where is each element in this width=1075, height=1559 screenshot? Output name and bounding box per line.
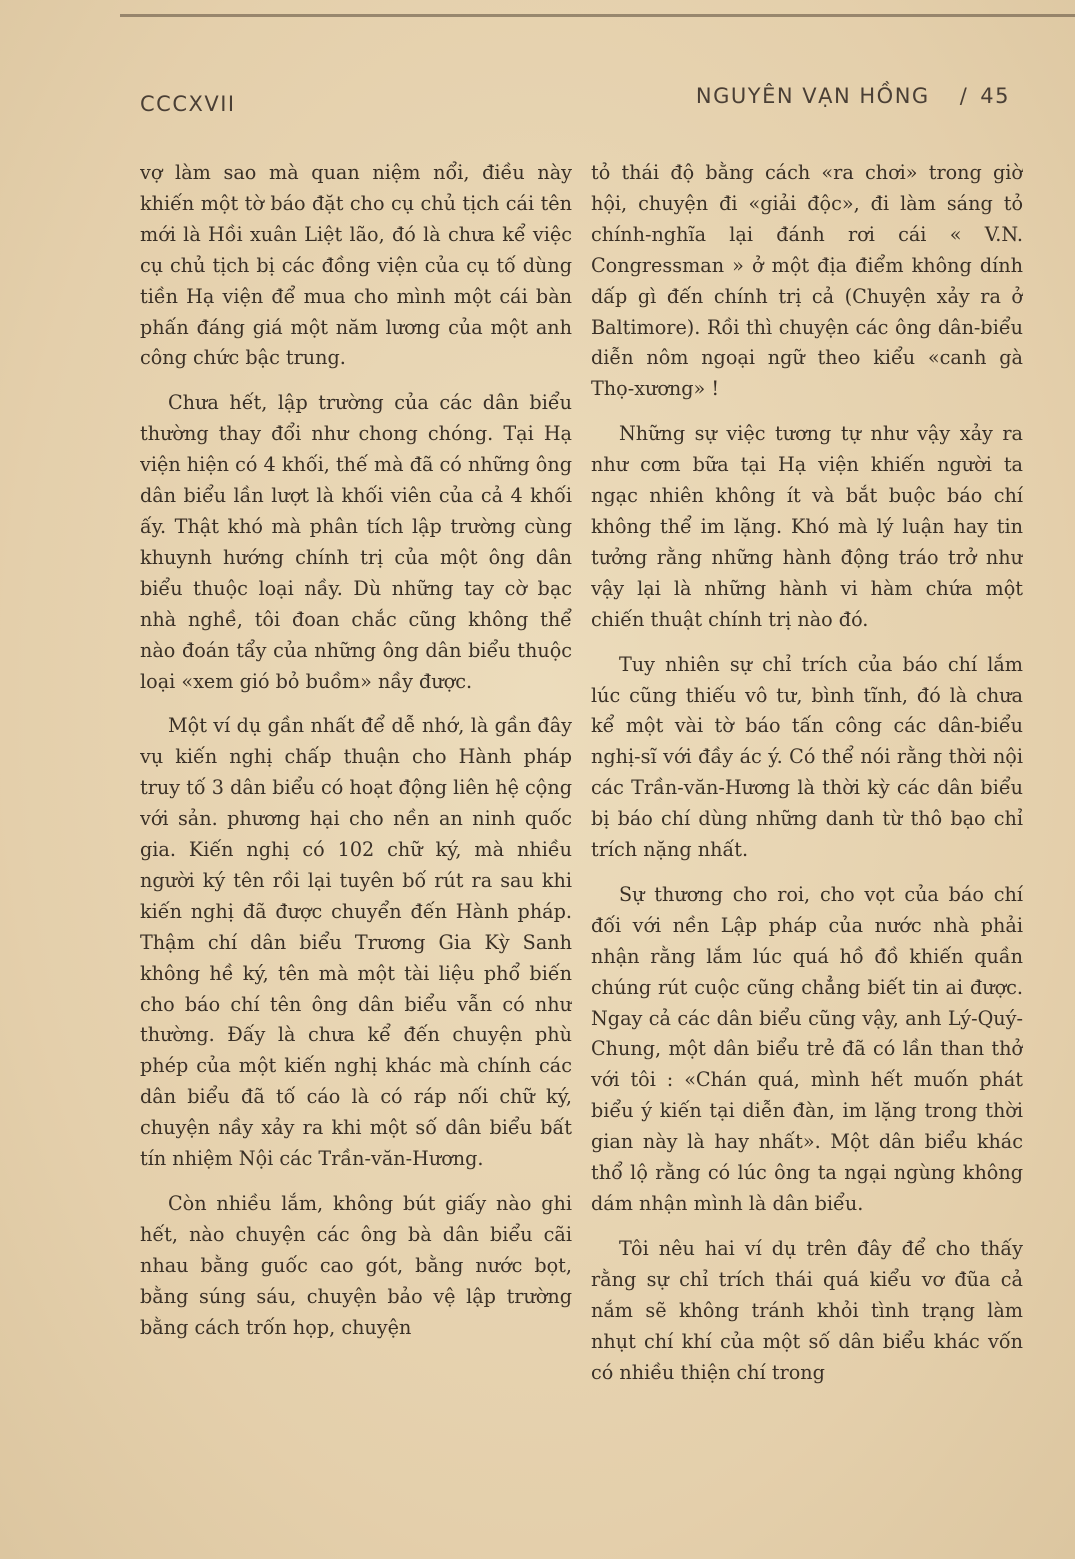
top-rule [120, 14, 1075, 17]
page-header [140, 84, 1010, 120]
right-column [591, 158, 1023, 1498]
running-head [696, 84, 1010, 108]
paragraph: Chưa hết, lập trường của các dân biểu thường thay đổi như chong chóng. Tại Hạ viện hiện có 4 khối, thế mà đã có những ông dân biểu lần lượt là khối viên của cả 4 khối ấy. Thật khó mà phân tích lập trường cùng khuynh hướng chính trị của một ông dân biểu thuộc loại nầy. Dù những tay cờ bạc nhà nghề, tôi đoan chắc cũng không thể nào đoán tẩy của những ông dân biểu thuộc loại «xem gió bỏ buồm» nầy được. [140, 391, 572, 693]
paragraph: tỏ thái độ bằng cách «ra chơi» trong giờ hội, chuyện đi «giải độc», đi làm sáng tỏ chính-nghĩa lại đánh rơi cái « V.N. Congressman » ở một địa điểm không dính dấp gì đến chính trị cả (Chuyện xảy ra ở Baltimore). Rồi thì chuyện các ông dân-biểu diễn nôm ngoại ngữ theo kiểu «canh gà Thọ-xương» ! [591, 161, 1023, 401]
section-number: CCCXVII [140, 92, 236, 116]
page-number: 45 [980, 84, 1010, 108]
paragraph: Còn nhiều lắm, không bút giấy nào ghi hết, nào chuyện các ông bà dân biểu cãi nhau bằng guốc cao gót, bằng nước bọt, bằng súng sáu, chuyện bảo vệ lập trường bằng cách trốn họp, chuyện [140, 1192, 572, 1339]
paragraph: vợ làm sao mà quan niệm nổi, điều này khiến một tờ báo đặt cho cụ chủ tịch cái tên mới là Hồi xuân Liệt lão, đó là chưa kể việc cụ chủ tịch bị các đồng viện của cụ tố dùng tiền Hạ viện để mua cho mình một cái bàn phấn đáng giá một năm lương của một anh công chức bậc trung. [140, 161, 572, 370]
paragraph: Tôi nêu hai ví dụ trên đây để cho thấy rằng sự chỉ trích thái quá kiểu vơ đũa cả nắm sẽ không tránh khỏi tình trạng làm nhụt chí khí của một số dân biểu khác vốn có nhiều thiện chí trong [591, 1236, 1023, 1384]
author-name: NGUYÊN VẠN HỒNG [695, 84, 930, 108]
left-column [140, 158, 572, 1498]
paragraph: Những sự việc tương tự như vậy xảy ra như cơm bữa tại Hạ viện khiến người ta ngạc nhiên không ít và bắt buộc báo chí không thể im lặng. Khó mà lý luận hay tin tưởng rằng những hành động tráo trở như vậy lại là những hành vi hàm chứa một chiến thuật chính trị nào đó. [591, 422, 1023, 631]
paragraph: Sự thương cho roi, cho vọt của báo chí đối với nền Lập pháp của nước nhà phải nhận rằng lắm lúc quá hồ đồ khiến quần chúng rút cuộc cũng chẳng biết tin ai được. Ngay cả các dân biểu cũng vậy, anh Lý-Quý-Chung, một dân biểu trẻ đã có lần than thở với tôi : «Chán quá, mình hết muốn phát biểu ý kiến tại diễn đàn, im lặng trong thời gian này là hay nhất». Một dân biểu khác thổ lộ rằng có lúc ông ta ngại ngùng không dám nhận mình là dân biểu. [591, 882, 1023, 1215]
paragraph: Tuy nhiên sự chỉ trích của báo chí lắm lúc cũng thiếu vô tư, bình tĩnh, đó là chưa kể một vài tờ báo tấn công các dân-biểu nghị-sĩ với đầy ác ý. Có thể nói rằng thời nội các Trần-văn-Hương là thời kỳ các dân biểu bị báo chí dùng những danh từ thô bạo chỉ trích nặng nhất. [591, 652, 1023, 862]
header-separator: / [959, 84, 969, 108]
paragraph: Một ví dụ gần nhất để dễ nhớ, là gần đây vụ kiến nghị chấp thuận cho Hành pháp truy tố 3 dân biểu có hoạt động liên hệ cộng với sản. phương hại cho nền an ninh quốc gia. Kiến nghị có 102 chữ ký, mà nhiều người ký tên rồi lại tuyên bố rút ra sau khi kiến nghị đã được chuyển đến Hành pháp. Thậm chí dân biểu Trương Gia Kỳ Sanh không hề ký, tên mà một tài liệu phổ biến cho báo chí tên ông dân biểu vẫn có như thường. Đấy là chưa kể đến chuyện phù phép của một kiến nghị khác mà chính các dân biểu đã tố cáo là có ráp nối chữ ký, chuyện nầy xảy ra khi một số dân biểu bất tín nhiệm Nội các Trần-văn-Hương. [140, 714, 572, 1171]
